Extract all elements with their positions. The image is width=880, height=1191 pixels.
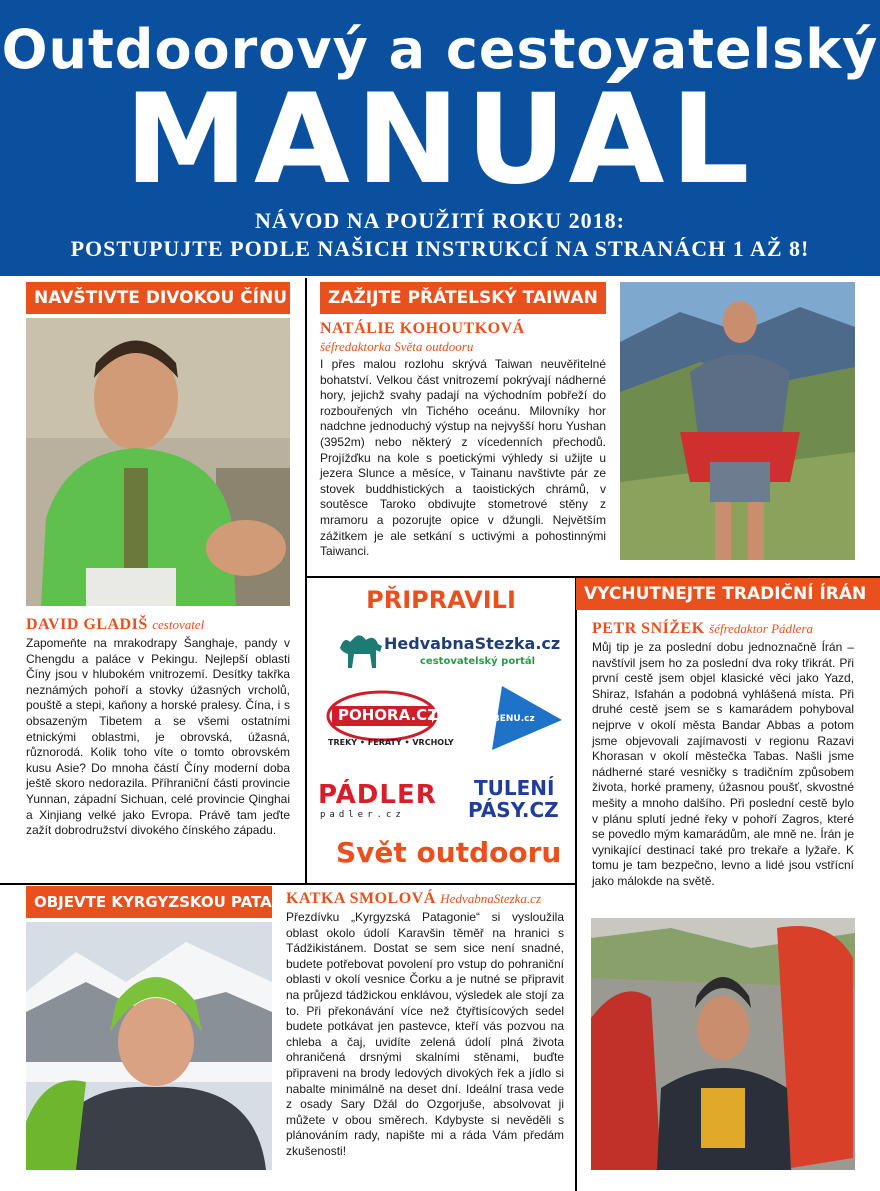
photo-natalie-kohoutkova [620,282,855,560]
author-david-gladis [26,616,204,634]
svet-benu-name: SVĚT BENU.cz [464,714,535,724]
tuleni-line-1: TULENÍ [474,776,555,800]
pohora-name: POHORA.CZ [338,706,439,724]
author-name: NATÁLIE KOHOUTKOVÁ [320,320,525,337]
masthead-subtitle-2: POSTUPUJTE PODLE NAŠICH INSTRUKCÍ NA STRANÁCH 1 AŽ 8! [70,236,810,261]
author-role: šéfredaktor Pádlera [709,621,814,636]
article-body-iran: Můj tip je za poslední dobu jednoznačně Írán – navštívil jsem ho za poslední dva roky třikrát. Při první cestě jsem objel klasické věci jako Yazd, Shiraz, Isfahán a podobná vyhlášená místa. Při druhé cestě jsem se s kamarádem pohyboval nejprve v okolí města Bandar Abbas a potom jsme objevovali zajímavosti v regionu Razavi Khorasan v okolí městečka Tabas. Našli jsme nádherné staré vesničky s tradičním způsobem života, horké prameny, úžasnou poušť, skvostné mešity a mnoho dalšího. Při poslední cestě bylo v plánu splutí jedné řeky v pohoří Zagros, které se povedlo mým kamarádům, ale mně ne. Írán je vynikající destinací také pro trekaře a lyžaře. K tomu je tam bezpečno, levno a lidé jsou vstřícní jako málokde na světě. [592,640,854,888]
camel-icon [336,628,386,670]
article-body-china: Zapomeňte na mrakodrapy Šanghaje, pandy v Chengdu a paláce v Pekingu. Nejlepší oblasti Číny jsou v hlubokém vnitrozemí. Desítky takřka neznámých pohoří a stovky úžasných vrcholů, pouště a stepi, kaňony a horské pralesy. Čína, i s obsazeným Tibetem a se všemi ostatními etnickými oblastmi, je obrovská, úžasná, různorodá. Kolik toho víte o tomto obrovském kusu Asie? Do mnoha částí Číny moderní doba ještě skoro nedorazila. Příhraniční části provincie Yunnan, západní Sichuan, celé provincie Qinghai a Xinjiang velké jako Evropa. Právě tam jeďte zažít dobrodružství divokého čínského západu. [26,636,290,838]
logo-tuleni-pasy[interactable] [468,776,568,824]
author-role: šéfredaktorka Světa outdooru [320,339,474,354]
padler-name: PÁDLER [318,780,437,810]
masthead-subtitle-1: NÁVOD NA POUŽITÍ ROKU 2018: [254,208,626,233]
hedvabna-stezka-name: HedvabnaStezka.cz [384,634,561,653]
photo-david-gladis [26,318,290,606]
hedvabna-stezka-tagline: cestovatelský portál [420,656,536,667]
logo-pohora[interactable] [326,690,454,752]
photo-katka-smolova [26,922,272,1170]
logo-padler[interactable] [318,780,448,820]
logo-svet-benu[interactable] [462,686,562,750]
author-role: HedvabnaStezka.cz [440,891,541,906]
author-name: DAVID GLADIŠ [26,616,148,633]
divider-vertical-left [305,278,307,884]
article-body-kyrgyz: Přezdívku „Kyrgyzská Patagonie“ si vysloužila oblast okolo údolí Karavšin těměř na hranici s Tádžikistánem. Dostat se sem sice není snadné, budete potřebovat povolení pro vstup do pohraniční oblasti v okolí vesnice Čorku a je nutné se připravit na průjezd tádžickou enklávou, výsledek ale stojí za to. Při překonávání více než čtyřtisícových sedel budete potkávat jen pastevce, kteří vás pozvou na chleba a čaj, uvidíte zelená údolí plná života ohraničená drsnými skalními stěnami, buďte připraveni na brody ledových divokých řek a jídlo si nabalte minimálně na deset dní. Ideální trasa vede z osady Sary Džál do Ozgorjuše, absolvovat ji můžete v obou směrech. Kdybyste si nevěděli s plánováním rady, napište mi a ráda Vám předám zkušenosti! [286,910,564,1158]
author-katka-smolova [286,890,541,908]
author-name: PETR SNÍŽEK [592,620,705,637]
tuleni-line-2: PÁSY.CZ [468,798,559,822]
section-heading-china: NAVŠTIVTE DIVOKOU ČÍNU [26,282,290,314]
section-heading-iran: VYCHUTNEJTE TRADIČNÍ ÍRÁN [576,578,880,610]
logo-hedvabna-stezka[interactable] [336,628,561,672]
masthead-main-title: MANUÁL [124,68,756,212]
article-body-taiwan: I přes malou rozlohu skrývá Taiwan neuvěřitelné bohatství. Velkou část vnitrozemí pokrývají nádherné hory, jejichž svahy padají na východním pobřeží do rozbouřených vln Tichého oceánu. Milovníky hor nadchne jednoduchý výstup na nejvyšší horu Yushan (3952m) nebo některý z vícedenních přechodů. Projížďku na kole s poetickými výhledy si užijte u jezera Slunce a měsíce, v Tainanu navštivte pár ze stovek buddhistických a taoistických chrámů, v soutěsce Taroko obdivujte stometrové stěny z mramoru a pozorujte opice v džungli. Největším zážitkem je ale setkání s uctivými a pohostinnými Taiwanci. [320,357,606,559]
padler-url: padler.cz [320,810,405,820]
author-natalie-kohoutkova [320,320,525,338]
author-petr-snizek [592,620,813,638]
section-heading-taiwan: ZAŽIJTE PŘÁTELSKÝ TAIWAN [320,282,606,314]
photo-petr-snizek [591,918,855,1170]
divider-horizontal-bottom [0,883,575,885]
masthead-title: Outdoorový a cestovatelský [1,18,879,81]
pohora-tagline: TREKY • FERATY • VRCHOLY [328,738,454,747]
divider-vertical-right [575,576,577,1191]
logo-svet-outdooru[interactable]: Svět outdooru [336,836,562,869]
section-heading-kyrgyz: OBJEVTE KYRGYZSKOU PATAGONII [26,886,272,918]
partners-heading: PŘIPRAVILI [366,586,516,614]
author-role: cestovatel [152,617,205,632]
author-name: KATKA SMOLOVÁ [286,890,436,907]
